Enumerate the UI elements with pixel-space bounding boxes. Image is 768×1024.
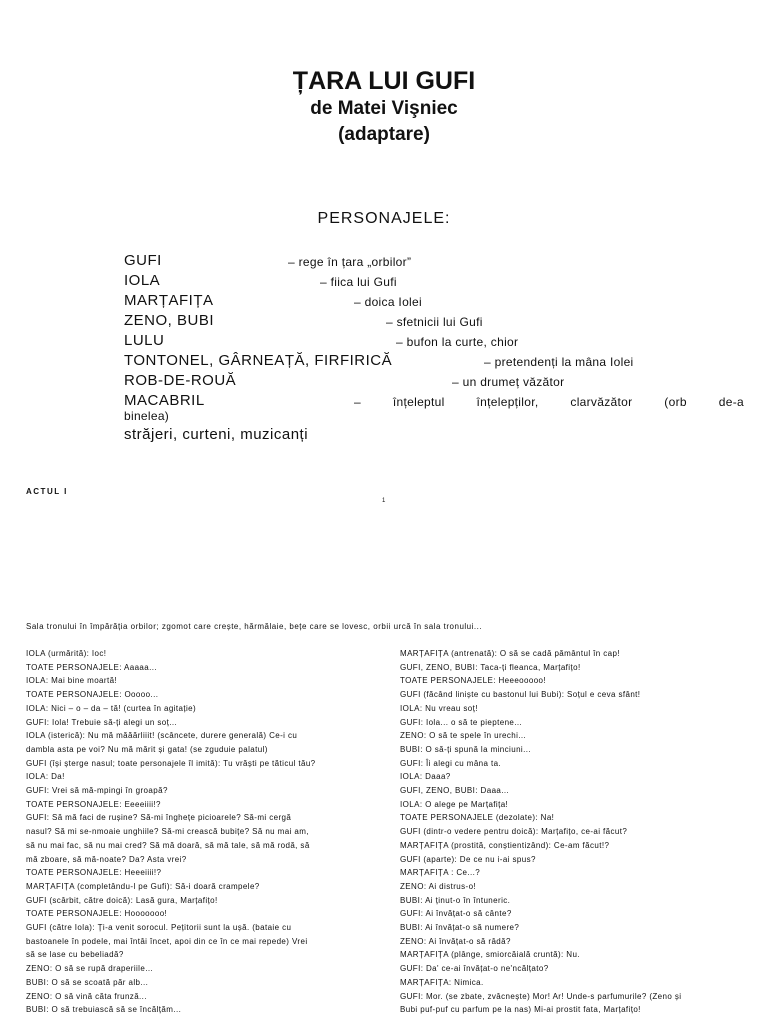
character-row xyxy=(124,292,744,312)
character-row xyxy=(124,272,744,292)
dialogue-line: GUFI (scârbit, către doică): Lasă gura, Marțafițo! xyxy=(26,895,218,905)
character-desc: – doica Iolei xyxy=(354,295,422,309)
character-row xyxy=(124,372,744,392)
character-desc: – fiica lui Gufi xyxy=(320,275,397,289)
dialogue-line: TOATE PERSONAJELE (dezolate): Na! xyxy=(400,813,555,823)
dialogue-line: IOLA: Daaa? xyxy=(400,772,451,782)
dialogue-line: IOLA (urmărită): Ioc! xyxy=(26,649,107,658)
dialogue-line: MARȚAFIȚA (completându-l pe Gufi): Să-i doară crampele? xyxy=(26,881,260,891)
dialogue-line: GUFI: Vrei să mă-mpingi în groapă? xyxy=(26,786,168,796)
dialogue-line: MARȚAFIȚA (antrenată): O să se cadă pământul în cap! xyxy=(400,649,620,658)
dialogue-line: IOLA: Da! xyxy=(26,772,65,782)
character-desc: – înțeleptul înțelepților, clarvăzător (orb de-a xyxy=(354,395,744,409)
dialogue-line: GUFI: Iola... o să te pieptene... xyxy=(400,717,523,727)
character-row xyxy=(124,332,744,352)
character-name: ROB-DE-ROUĂ xyxy=(124,372,237,389)
dialogue-line: TOATE PERSONAJELE: Hooooooo! xyxy=(26,909,168,919)
dialogue-line: MARȚAFIȚA: Nimica. xyxy=(400,977,484,987)
dialogue-line: ZENO: Ai învățat-o să râdă? xyxy=(400,936,511,946)
dialogue-line: TOATE PERSONAJELE: Heeeiiii!? xyxy=(26,868,162,878)
character-name: LULU xyxy=(124,332,165,349)
dialogue-line: GUFI: Mor. (se zbate, zvâcnește) Mor! Ar! Unde-s parfumurile? (Zeno și xyxy=(400,991,682,1001)
dialogue-line: MARȚAFIȚA : Ce...? xyxy=(400,868,481,878)
dialogue-line: IOLA (isterică): Nu mă măăărliiit! (scâncete, durere generală) Ce-i cu xyxy=(26,731,298,741)
character-desc: – sfetnicii lui Gufi xyxy=(386,315,483,329)
character-name: MARȚAFIȚA xyxy=(124,292,214,309)
dialogue-line: GUFI: Îi alegi cu mâna ta. xyxy=(400,758,502,768)
dialogue-line: BUBI: Ai învățat-o să numere? xyxy=(400,923,520,933)
page-number: 1 xyxy=(382,498,386,504)
dialogue-line: GUFI: Iola! Trebuie să-ți alegi un soț... xyxy=(26,717,178,727)
dialogue-line: GUFI, ZENO, BUBI: Taca-ți fleanca, Marțafițo! xyxy=(400,662,581,672)
dialogue-line: GUFI: Da' ce-ai învățat-o ne'ncălțato? xyxy=(400,964,549,974)
character-name: ZENO, BUBI xyxy=(124,312,215,329)
character-name: IOLA xyxy=(124,272,161,289)
document-header xyxy=(0,66,768,148)
dialogue-line: GUFI: Ai învățat-o să cânte? xyxy=(400,909,512,919)
character-row-macabril xyxy=(124,392,744,426)
character-name: TONTONEL, GÂRNEAȚĂ, FIRFIRICĂ xyxy=(124,352,393,369)
dialogue-line: TOATE PERSONAJELE: Heeeooooo! xyxy=(400,676,547,686)
dialogue-line: IOLA: Mai bine moartă! xyxy=(26,676,118,686)
character-desc: – pretendenți la mâna Iolei xyxy=(484,355,634,369)
dialogue-line: BUBI: O să se scoată păr alb... xyxy=(26,977,149,987)
document-note: (adaptare) xyxy=(338,124,430,145)
character-desc: – un drumeț văzător xyxy=(452,375,565,389)
dialogue-line: GUFI (își șterge nasul; toate personajele îl imită): Tu vrăști pe tăticul tău? xyxy=(26,758,316,768)
dialogue-line: MARȚAFIȚA (prostită, conștientizând): Ce-am făcut!? xyxy=(400,840,610,850)
dialogue-line: mă zboare, să mă-noate? Da? Asta vrei? xyxy=(26,854,187,864)
character-desc-continued: binelea) xyxy=(124,409,170,423)
extras-line: străjeri, curteni, muzicanți xyxy=(124,426,309,443)
dialogue-line: ZENO: O să se rupă draperiile... xyxy=(26,964,154,974)
dialogue-line: GUFI: Să mă faci de rușine? Să-mi înghețe picioarele? Să-mi cergă xyxy=(26,813,292,823)
character-desc: – bufon la curte, chior xyxy=(396,335,519,349)
character-row xyxy=(124,312,744,332)
dialogue-line: ZENO: O să te spele în urechi... xyxy=(400,731,527,741)
dialogue-line: GUFI (aparte): De ce nu i-ai spus? xyxy=(400,854,536,864)
dialogue-line: TOATE PERSONAJELE: Ooooo... xyxy=(26,690,159,700)
dialogue-line: să se lase cu bebeliadă? xyxy=(26,950,124,960)
dialogue-column-left xyxy=(26,647,369,1017)
dialogue-line: dambla asta pe voi? Nu mă mărit și gata! (se zguduie palatul) xyxy=(26,744,268,754)
dialogue-line: ZENO: O să vină căta frunză... xyxy=(26,991,147,1001)
document-title: ȚARA LUI GUFI xyxy=(292,67,476,95)
dialogue-line: GUFI (dintr-o vedere pentru doică): Marțafițo, ce-ai făcut? xyxy=(400,827,628,837)
dialogue-line: GUFI (făcând liniște cu bastonul lui Bubi): Soțul e ceva sfânt! xyxy=(400,690,641,700)
dialogue-line: TOATE PERSONAJELE: Eeeeiiii!? xyxy=(26,799,161,809)
dialogue-line: Bubi puf-puf cu parfum pe la nas) Mi-ai prostit fata, Marțafițo! xyxy=(400,1005,641,1015)
dialogue-column-right xyxy=(400,647,743,1017)
character-desc: – rege în țara „orbilor” xyxy=(288,255,412,269)
dialogue-line: nasul? Să mi se-nmoaie unghiile? Să-mi crească bubițe? Să nu mai am, xyxy=(26,827,309,837)
dialogue-line: IOLA: Nu vreau soț! xyxy=(400,703,478,713)
dialogue-line: BUBI: Ai ținut-o în întuneric. xyxy=(400,895,511,905)
dialogue-line: MARȚAFIȚA (plânge, smiorcăială cruntă): Nu. xyxy=(400,950,580,960)
dialogue-line: TOATE PERSONAJELE: Aaaaa... xyxy=(26,662,157,672)
character-list xyxy=(124,252,744,448)
dialogue-line: IOLA: O alege pe Marțafița! xyxy=(400,799,509,809)
dialogue-line: BUBI: O să trebuiască să se încălțăm... xyxy=(26,1005,182,1015)
act-label: ACTUL I xyxy=(26,487,68,496)
dialogue-line: GUFI (către Iola): Ți-a venit sorocul. Pețitorii sunt la ușă. (bataie cu xyxy=(26,923,292,933)
character-row xyxy=(124,252,744,272)
dialogue-line: BUBI: O să-ți spună la minciuni... xyxy=(400,744,531,754)
dialogue-line: ZENO: Ai distrus-o! xyxy=(400,881,477,891)
dialogue-line: bastoanele în podele, mai întâi încet, apoi din ce în ce mai repede) Vrei xyxy=(26,936,308,946)
character-name: GUFI xyxy=(124,252,162,269)
character-row xyxy=(124,352,744,372)
dialogue-line: să nu mai fac, să nu mai cred? Să mă doară, să mă tale, să mă rodă, să xyxy=(26,840,310,850)
character-name: MACABRIL xyxy=(124,392,205,409)
stage-direction: Sala tronului în împărăția orbilor; zgomot care crește, hărmălaie, bețe care se lovesc, orbii urcă în sala tronului... xyxy=(26,622,483,631)
characters-heading: PERSONAJELE: xyxy=(317,210,451,227)
dialogue-line: GUFI, ZENO, BUBI: Daaa... xyxy=(400,786,510,796)
dialogue-line: IOLA: Nici – o – da – tă! (curtea în agitație) xyxy=(26,703,197,713)
document-author: de Matei Vişniec xyxy=(310,98,458,119)
